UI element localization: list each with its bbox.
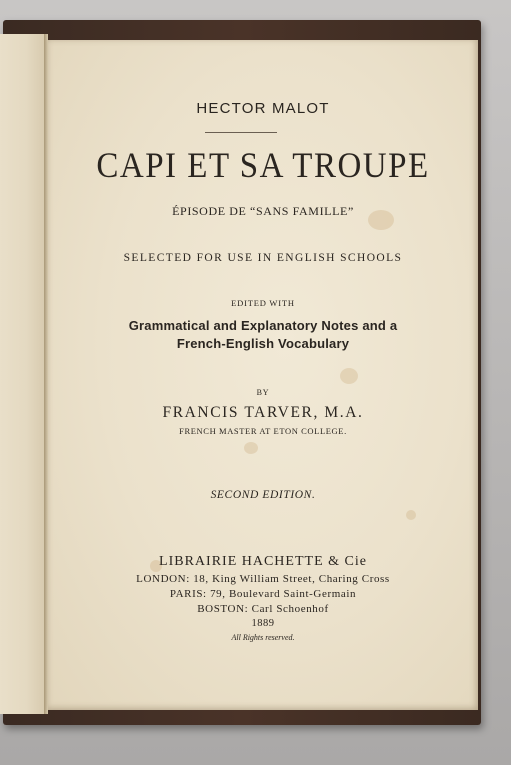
foxing-stain — [406, 510, 416, 520]
publication-year: 1889 — [251, 618, 275, 629]
book-subtitle: ÉPISODE DE “SANS FAMILLE” — [172, 204, 354, 218]
book-title: CAPI ET SA TROUPE — [96, 146, 430, 186]
imprint-boston: BOSTON: Carl Schoenhof — [197, 603, 329, 615]
foxing-stain — [244, 442, 258, 454]
notes-line-1: Grammatical and Explanatory Notes and a — [128, 318, 398, 333]
title-page — [48, 40, 478, 710]
by-line: BY — [256, 388, 270, 397]
author-name: HECTOR MALOT — [196, 100, 330, 117]
foxing-stain — [340, 368, 358, 384]
purpose-line: SELECTED FOR USE IN ENGLISH SCHOOLS — [123, 252, 403, 264]
flyleaf-page — [0, 34, 45, 714]
edited-with-line: EDITED WITH — [231, 298, 295, 308]
notes-line-2: French-English Vocabulary — [176, 336, 350, 351]
edition-line: SECOND EDITION. — [210, 489, 316, 501]
publisher-name: LIBRAIRIE HACHETTE & Cie — [159, 554, 367, 569]
imprint-london: LONDON: 18, King William Street, Charing Cross — [136, 573, 390, 585]
imprint-paris: PARIS: 79, Boulevard Saint-Germain — [169, 588, 357, 600]
title-rule — [205, 132, 277, 133]
editor-role: FRENCH MASTER AT ETON COLLEGE. — [179, 426, 347, 436]
rights-notice: All Rights reserved. — [231, 633, 295, 642]
editor-name: FRANCIS TARVER, M.A. — [162, 404, 364, 421]
